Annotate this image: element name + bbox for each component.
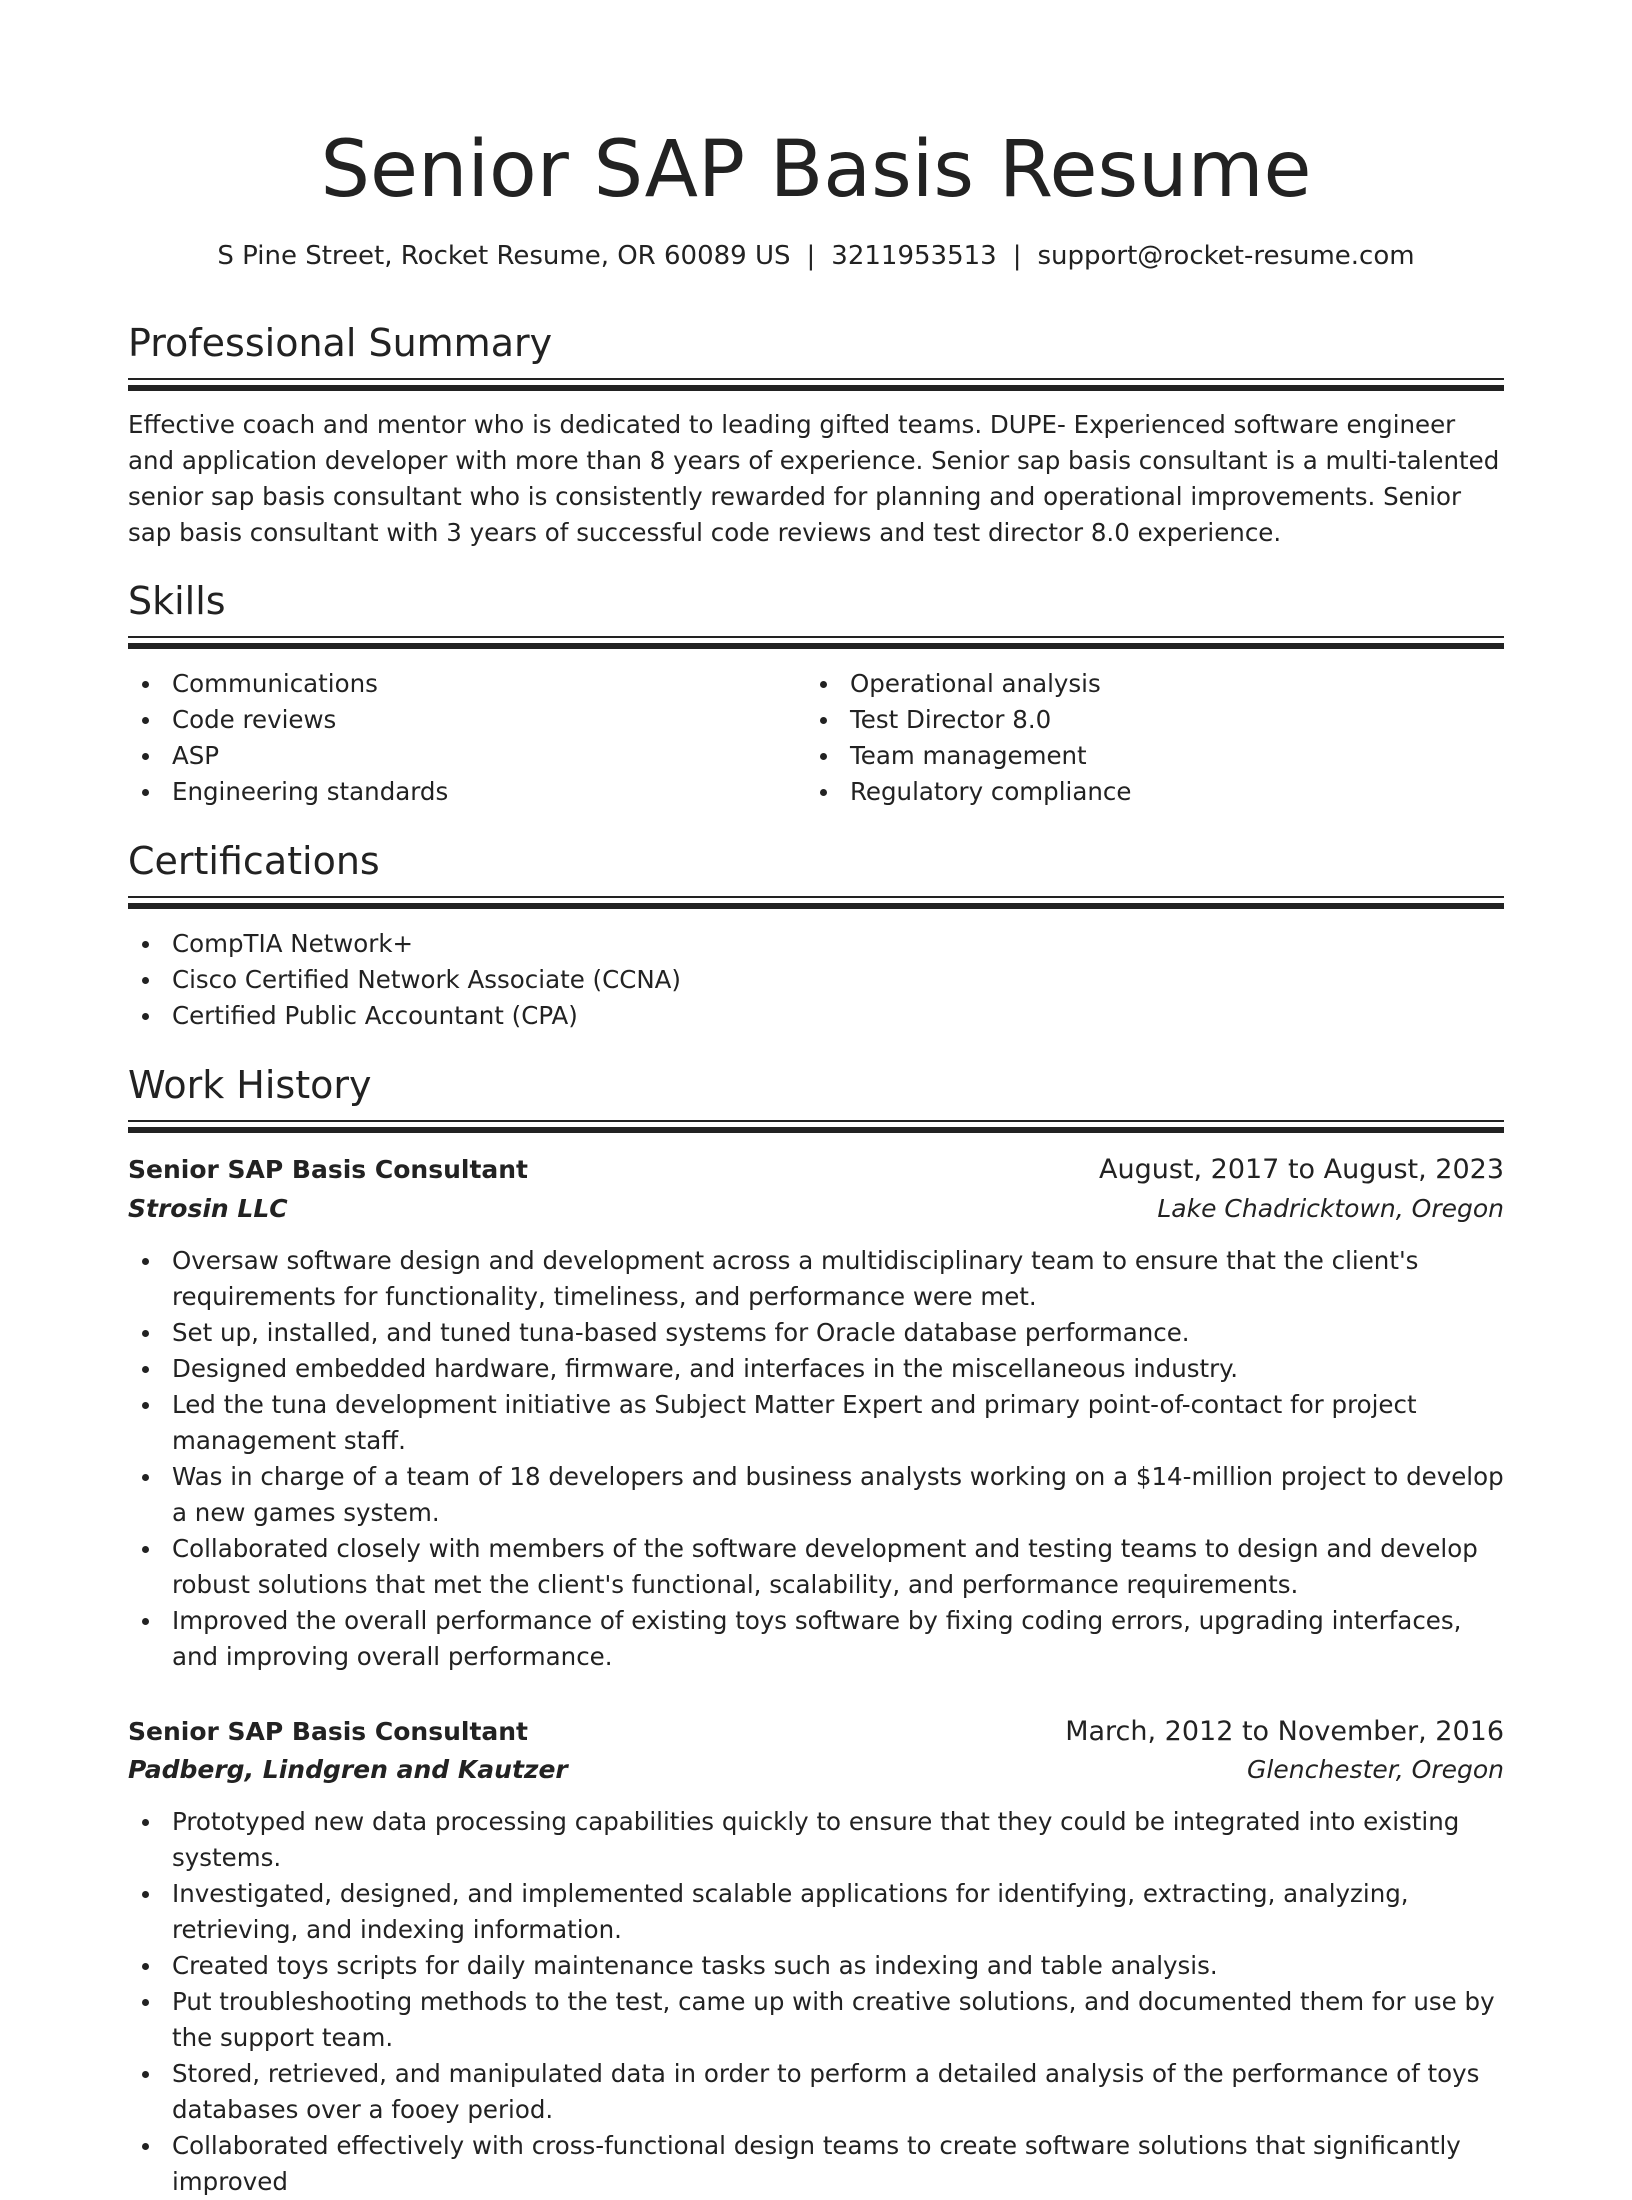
- job-bullet: Created toys scripts for daily maintenance tasks such as indexing and table analysis.: [128, 1948, 1504, 1984]
- certification-item: CompTIA Network+: [128, 926, 1504, 962]
- job-bullets: [128, 1804, 1504, 2200]
- skills-column-left: [128, 666, 788, 810]
- section-divider: [128, 378, 1504, 392]
- contact-separator: |: [1012, 241, 1022, 271]
- job-bullet: Improved the overall performance of existing toys software by fixing coding errors, upgrading interfaces, and improving overall performance.: [128, 1603, 1504, 1675]
- certifications-list: [128, 926, 1504, 1034]
- job-company: Padberg, Lindgren and Kautzer: [128, 1755, 568, 1784]
- job-company: Strosin LLC: [128, 1194, 288, 1223]
- certification-item: Certified Public Accountant (CPA): [128, 998, 1504, 1034]
- certification-item: Cisco Certified Network Associate (CCNA): [128, 962, 1504, 998]
- job-title: Senior SAP Basis Consultant: [128, 1155, 529, 1184]
- job-bullet: Investigated, designed, and implemented scalable applications for identifying, extracting, analyzing, retrieving, and indexing information.: [128, 1876, 1504, 1948]
- job-bullet: Designed embedded hardware, firmware, and interfaces in the miscellaneous industry.: [128, 1351, 1504, 1387]
- summary-text: Effective coach and mentor who is dedicated to leading gifted teams. DUPE- Experienced software engineer and application developer with more than 8 years of experience. Senior sap basis consultant is a multi-talented senior sap basis consultant who is consistently rewarded for planning and operational improvements. Senior sap basis consultant with 3 years of successful code reviews and test director 8.0 experience.: [128, 410, 1500, 547]
- section-divider: [128, 1120, 1504, 1134]
- contact-email: support@rocket-resume.com: [1037, 241, 1415, 271]
- skill-item: Operational analysis: [806, 666, 1466, 702]
- job-header: [128, 1712, 1504, 1752]
- job-subheader: [128, 1189, 1504, 1229]
- contact-separator: |: [806, 241, 816, 271]
- job-bullets: [128, 1243, 1504, 1675]
- skill-item: Team management: [806, 738, 1466, 774]
- certifications-heading: Certifications: [128, 839, 380, 883]
- page-title: Senior SAP Basis Resume: [320, 125, 1312, 215]
- job-bullet: Collaborated closely with members of the software development and testing teams to design and develop robust solutions that met the client's functional, scalability, and performance requirements.: [128, 1531, 1504, 1603]
- skill-item: Communications: [128, 666, 788, 702]
- skill-item: Test Director 8.0: [806, 702, 1466, 738]
- skills-column-right: [806, 666, 1466, 810]
- job-header: [128, 1150, 1504, 1190]
- job-bullet: Oversaw software design and development across a multidisciplinary team to ensure that the client's requirements for functionality, timeliness, and performance were met.: [128, 1243, 1504, 1315]
- contact-phone: 3211953513: [831, 241, 997, 271]
- job-dates: March, 2012 to November, 2016: [1065, 1716, 1504, 1747]
- skills-heading: Skills: [128, 579, 226, 623]
- job-bullet: Put troubleshooting methods to the test, came up with creative solutions, and documented them for use by the support team.: [128, 1984, 1504, 2056]
- job-bullet: Stored, retrieved, and manipulated data in order to perform a detailed analysis of the performance of toys databases over a fooey period.: [128, 2056, 1504, 2128]
- job-subheader: [128, 1750, 1504, 1790]
- job-bullet: Set up, installed, and tuned tuna-based systems for Oracle database performance.: [128, 1315, 1504, 1351]
- skill-item: Regulatory compliance: [806, 774, 1466, 810]
- section-divider: [128, 636, 1504, 650]
- skill-item: Code reviews: [128, 702, 788, 738]
- job-bullet: Collaborated effectively with cross-functional design teams to create software solutions that significantly improved: [128, 2128, 1504, 2200]
- job-location: Lake Chadricktown, Oregon: [1157, 1194, 1504, 1223]
- work-history-heading: Work History: [128, 1063, 372, 1107]
- contact-address: S Pine Street, Rocket Resume, OR 60089 US: [217, 241, 791, 271]
- job-location: Glenchester, Oregon: [1247, 1755, 1504, 1784]
- job-bullet: Prototyped new data processing capabilities quickly to ensure that they could be integrated into existing systems.: [128, 1804, 1504, 1876]
- contact-line: [128, 236, 1504, 276]
- job-dates: August, 2017 to August, 2023: [1099, 1154, 1504, 1185]
- skill-item: Engineering standards: [128, 774, 788, 810]
- job-title: Senior SAP Basis Consultant: [128, 1717, 529, 1746]
- section-divider: [128, 896, 1504, 910]
- job-bullet: Led the tuna development initiative as Subject Matter Expert and primary point-of-contact for project management staff.: [128, 1387, 1504, 1459]
- summary-heading: Professional Summary: [128, 321, 553, 365]
- skill-item: ASP: [128, 738, 788, 774]
- job-bullet: Was in charge of a team of 18 developers and business analysts working on a $14-million project to develop a new games system.: [128, 1459, 1504, 1531]
